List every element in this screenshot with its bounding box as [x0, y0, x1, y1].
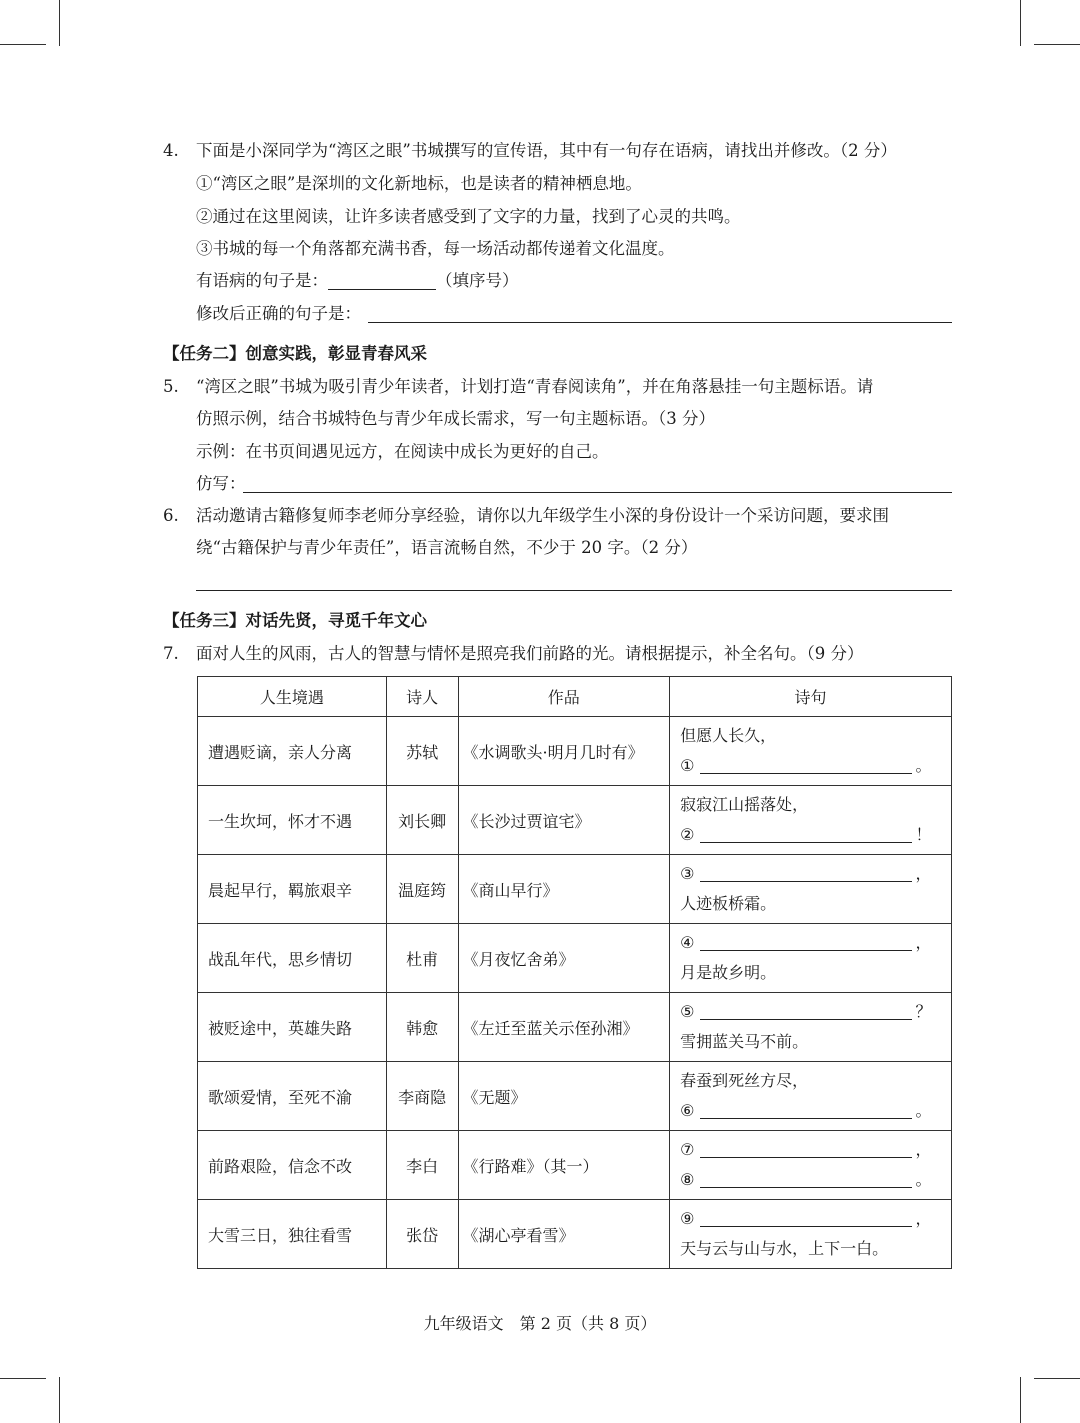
- blank-marker: ①: [680, 756, 695, 775]
- cell-situation: 被贬途中，英雄失路: [198, 993, 387, 1062]
- poem-line: [680, 958, 951, 988]
- table-row: [198, 855, 952, 924]
- poem-line: [680, 1027, 951, 1057]
- page-footer: 九年级语文 第 2 页（共 8 页）: [423, 1314, 657, 1333]
- cell-situation: 晨起早行，羁旅艰辛: [198, 855, 387, 924]
- q7-number: 7.: [163, 644, 179, 663]
- poem-line: [680, 1234, 951, 1264]
- cell-poem-line: [670, 1062, 952, 1131]
- blank-marker: ⑨: [680, 1209, 695, 1228]
- blank-punctuation: ，: [915, 933, 932, 952]
- poem-line: [680, 928, 951, 958]
- poem-line: [680, 1096, 951, 1126]
- cell-situation: 战乱年代，思乡情切: [198, 924, 387, 993]
- header-situation: 人生境遇: [198, 677, 387, 717]
- cell-poet: 韩愈: [386, 993, 458, 1062]
- poem-text: 雪拥蓝关马不前。: [680, 1032, 809, 1051]
- poem-text: 春蚕到死丝方尽，: [680, 1071, 809, 1090]
- q5-answer-blank[interactable]: [243, 492, 952, 493]
- fill-blank[interactable]: [700, 1003, 912, 1020]
- cell-poet: 张岱: [386, 1200, 458, 1269]
- cell-poet: 苏轼: [386, 717, 458, 786]
- q7-stem: 面对人生的风雨，古人的智慧与情怀是照亮我们前路的光。请根据提示，补全名句。（9 分）: [196, 644, 864, 663]
- fill-blank[interactable]: [700, 865, 912, 882]
- poem-text: 但愿人长久，: [680, 726, 777, 745]
- q4-answer-2-label: 修改后正确的句子是：: [196, 304, 361, 323]
- q4-answer-1-label: 有语病的句子是：: [196, 271, 328, 290]
- poem-text: 人迹板桥霜。: [680, 894, 777, 913]
- q5-answer-label: 仿写：: [196, 474, 246, 493]
- fill-blank[interactable]: [700, 1171, 912, 1188]
- fill-blank[interactable]: [700, 934, 912, 951]
- blank-marker: ②: [680, 825, 695, 844]
- q5-line-2: 仿照示例，结合书城特色与青少年成长需求，写一句主题标语。（3 分）: [196, 409, 715, 428]
- cell-work: 《行路难》（其一）: [458, 1131, 670, 1200]
- cell-poem-line: [670, 1131, 952, 1200]
- q6-line-2: 绕“古籍保护与青少年责任”，语言流畅自然，不少于 20 字。（2 分）: [196, 538, 698, 557]
- cell-situation: 歌颂爱情，至死不渝: [198, 1062, 387, 1131]
- q5-line-1: “湾区之眼”书城为吸引青少年读者，计划打造“青春阅读角”，并在角落悬挂一句主题标语。请: [196, 377, 874, 396]
- poem-line: [680, 790, 951, 820]
- header-work: 作品: [458, 677, 670, 717]
- cell-situation: 遭遇贬谪，亲人分离: [198, 717, 387, 786]
- blank-punctuation: ，: [915, 1140, 932, 1159]
- cell-situation: 大雪三日，独往看雪: [198, 1200, 387, 1269]
- cell-poet: 杜甫: [386, 924, 458, 993]
- blank-marker: ⑦: [680, 1140, 695, 1159]
- poem-text: 寂寂江山摇落处，: [680, 795, 809, 814]
- poem-line: [680, 997, 951, 1027]
- cell-poem-line: [670, 993, 952, 1062]
- blank-marker: ④: [680, 933, 695, 952]
- cell-poem-line: [670, 924, 952, 993]
- table-row: [198, 1062, 952, 1131]
- header-poet: 诗人: [386, 677, 458, 717]
- poem-text: 天与云与山与水，上下一白。: [680, 1239, 889, 1258]
- blank-marker: ⑧: [680, 1170, 695, 1189]
- header-line: 诗句: [670, 677, 952, 717]
- cell-work: 《月夜忆舍弟》: [458, 924, 670, 993]
- fill-blank[interactable]: [700, 1210, 912, 1227]
- poem-line: [680, 751, 951, 781]
- q6-line-1: 活动邀请古籍修复师李老师分享经验，请你以九年级学生小深的身份设计一个采访问题，要求围: [196, 506, 889, 525]
- blank-punctuation: ？: [915, 1002, 932, 1021]
- poem-table: [197, 676, 952, 1269]
- fill-blank[interactable]: [700, 1102, 912, 1119]
- q4-sentence-2: ②通过在这里阅读，让许多读者感受到了文字的力量，找到了心灵的共鸣。: [196, 207, 741, 226]
- fill-blank[interactable]: [700, 757, 912, 774]
- cell-poem-line: [670, 717, 952, 786]
- poem-line: [680, 1165, 951, 1195]
- q5-number: 5.: [163, 377, 179, 396]
- fill-blank[interactable]: [700, 826, 912, 843]
- cell-poem-line: [670, 1200, 952, 1269]
- task3-heading: 【任务三】对话先贤，寻觅千年文心: [163, 611, 427, 630]
- poem-line: [680, 1135, 951, 1165]
- fill-blank[interactable]: [700, 1141, 912, 1158]
- cell-poet: 刘长卿: [386, 786, 458, 855]
- cell-poet: 李白: [386, 1131, 458, 1200]
- poem-line: [680, 889, 951, 919]
- cell-work: 《长沙过贾谊宅》: [458, 786, 670, 855]
- poem-line: [680, 859, 951, 889]
- table-header-row: [198, 677, 952, 717]
- q4-sentence-1: ①“湾区之眼”是深圳的文化新地标，也是读者的精神栖息地。: [196, 174, 642, 193]
- table-row: [198, 717, 952, 786]
- table-row: [198, 924, 952, 993]
- cell-poem-line: [670, 855, 952, 924]
- cell-work: 《商山早行》: [458, 855, 670, 924]
- poem-line: [680, 820, 951, 850]
- q4-stem: 下面是小深同学为“湾区之眼”书城撰写的宣传语，其中有一句存在语病，请找出并修改。（2 分）: [196, 141, 897, 160]
- cell-work: 《水调歌头·明月几时有》: [458, 717, 670, 786]
- q6-number: 6.: [163, 506, 179, 525]
- poem-line: [680, 1204, 951, 1234]
- blank-punctuation: ，: [915, 864, 932, 883]
- blank-punctuation: ，: [915, 1209, 932, 1228]
- task2-heading: 【任务二】创意实践，彰显青春风采: [163, 344, 427, 363]
- blank-marker: ⑥: [680, 1101, 695, 1120]
- q4-answer-1: [196, 269, 519, 293]
- table-row: [198, 1200, 952, 1269]
- poem-line: [680, 721, 951, 751]
- blank-marker: ⑤: [680, 1002, 695, 1021]
- cell-situation: 一生坎坷，怀才不遇: [198, 786, 387, 855]
- poem-text: 月是故乡明。: [680, 963, 777, 982]
- q4-number: 4.: [163, 141, 179, 160]
- blank-punctuation: 。: [915, 756, 932, 775]
- blank-punctuation: 。: [915, 1101, 932, 1120]
- table-row: [198, 1131, 952, 1200]
- cell-poet: 李商隐: [386, 1062, 458, 1131]
- table-row: [198, 993, 952, 1062]
- blank-marker: ③: [680, 864, 695, 883]
- cell-situation: 前路艰险，信念不改: [198, 1131, 387, 1200]
- poem-line: [680, 1066, 951, 1096]
- cell-work: 《无题》: [458, 1062, 670, 1131]
- blank-punctuation: 。: [915, 1170, 932, 1189]
- cell-poem-line: [670, 786, 952, 855]
- cell-work: 《湖心亭看雪》: [458, 1200, 670, 1269]
- cell-poet: 温庭筠: [386, 855, 458, 924]
- q6-answer-blank[interactable]: [196, 590, 952, 591]
- q5-example: 示例：在书页间遇见远方，在阅读中成长为更好的自己。: [196, 442, 609, 461]
- table-row: [198, 786, 952, 855]
- q4-sentence-3: ③书城的每一个角落都充满书香，每一场活动都传递着文化温度。: [196, 239, 675, 258]
- q4-answer-1-hint: （填序号）: [436, 271, 519, 290]
- q4-answer-2-blank[interactable]: [368, 322, 952, 323]
- q4-answer-1-blank[interactable]: [328, 271, 436, 290]
- cell-work: 《左迁至蓝关示侄孙湘》: [458, 993, 670, 1062]
- blank-punctuation: ！: [915, 825, 932, 844]
